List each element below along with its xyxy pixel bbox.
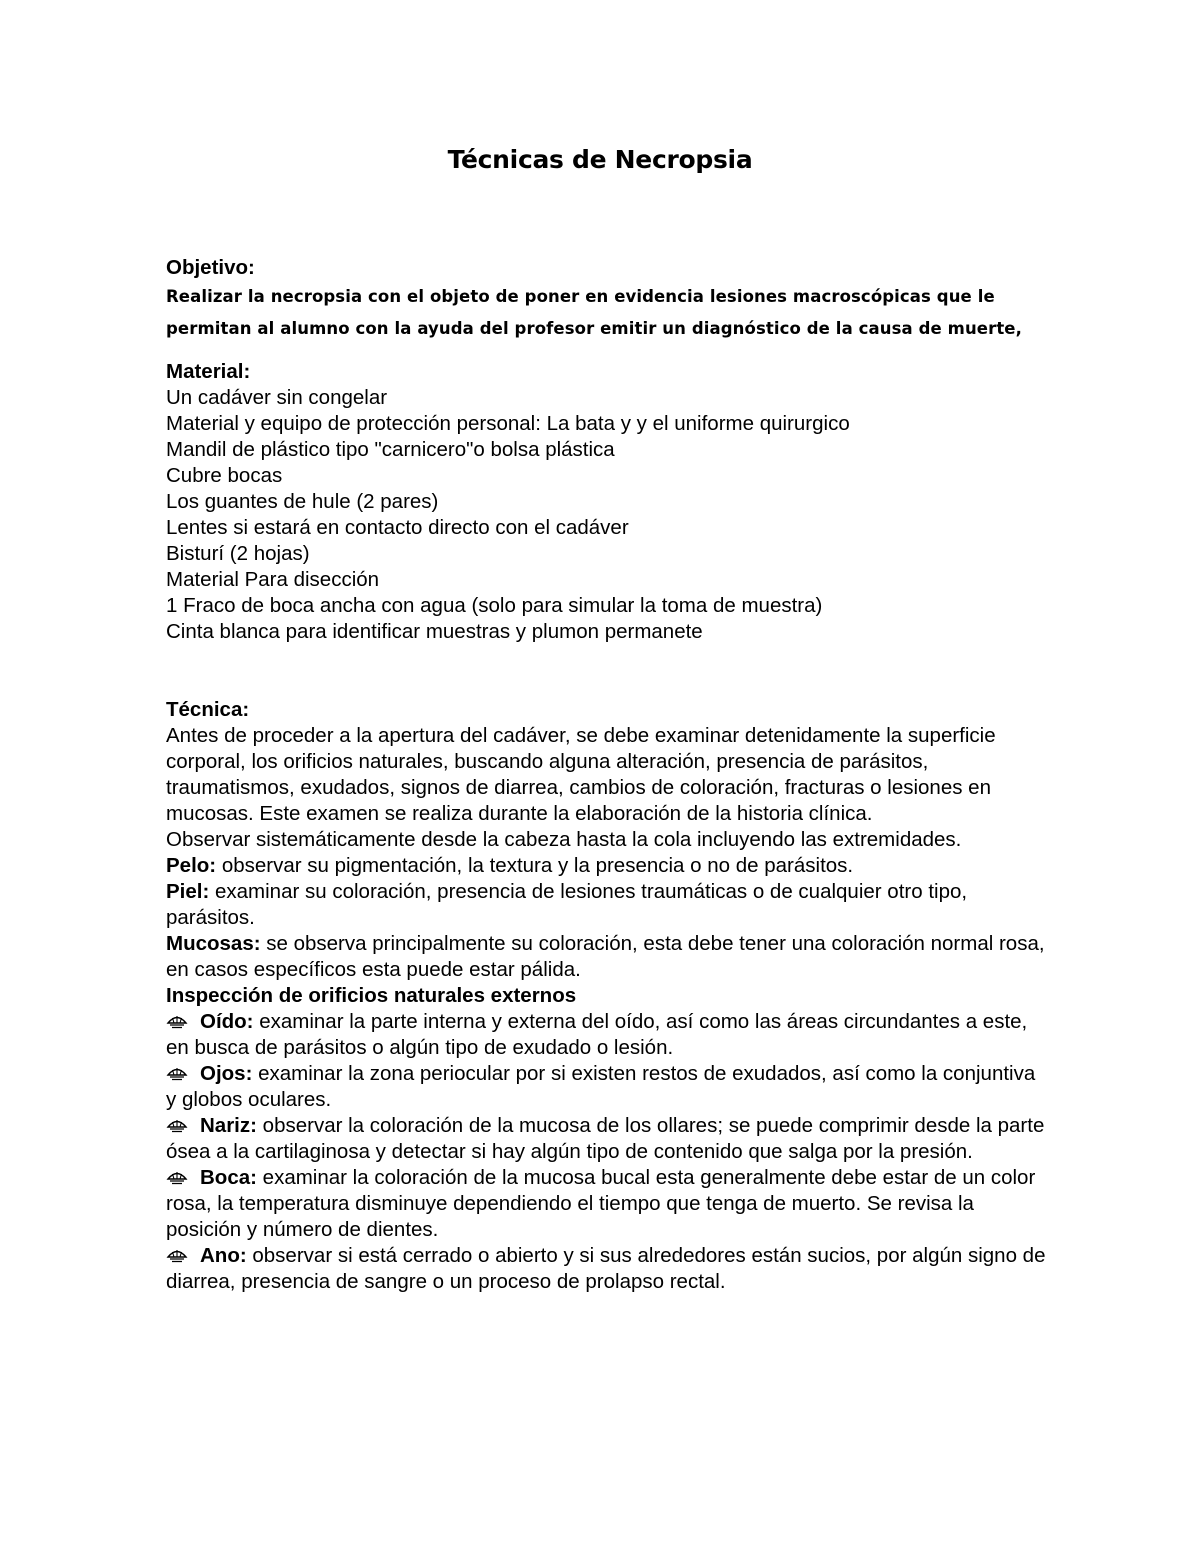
tecnica-item-pelo <box>166 853 1046 879</box>
material-item: Mandil de plástico tipo "carnicero"o bolsa plástica <box>166 438 615 461</box>
objective-line-1: Realizar la necropsia con el objeto de poner en evidencia lesiones macroscópicas que le <box>166 287 995 306</box>
orifice-label: Nariz: <box>200 1114 257 1137</box>
orifice-text: examinar la coloración de la mucosa bucal esta generalmente debe estar de un color rosa, la temperatura disminuye dependiendo el tiempo que tenga de muerto. Se revisa la posición y número de dientes. <box>166 1166 1036 1241</box>
orifice-text: observar si está cerrado o abierto y si sus alrededores están sucios, por algún signo de diarrea, presencia de sangre o un proceso de prolapso rectal. <box>166 1244 1046 1293</box>
spacer <box>166 645 1046 697</box>
tecnica-item-mucosas <box>166 931 1046 983</box>
inspection-heading: Inspección de orificios naturales externos <box>166 984 577 1007</box>
orifice-item-nariz <box>166 1113 1046 1165</box>
orifice-item-ano <box>166 1243 1046 1295</box>
umbrella-bullet-icon <box>166 1013 188 1029</box>
material-item: Bisturí (2 hojas) <box>166 542 310 565</box>
orifice-text: examinar la zona periocular por si existen restos de exudados, así como la conjuntiva y globos oculares. <box>166 1062 1036 1111</box>
umbrella-bullet-icon <box>166 1117 188 1133</box>
material-item: Cinta blanca para identificar muestras y plumon permanete <box>166 620 703 643</box>
orifice-label: Oído: <box>200 1010 254 1033</box>
item-text: examinar su coloración, presencia de lesiones traumáticas o de cualquier otro tipo, parásitos. <box>166 880 968 929</box>
objective-line-2: permitan al alumno con la ayuda del profesor emitir un diagnóstico de la causa de muerte, <box>166 319 1022 338</box>
item-label: Piel: <box>166 880 210 903</box>
objective-heading: Objetivo: <box>166 256 255 279</box>
material-section <box>166 359 1046 645</box>
material-item: Lentes si estará en contacto directo con el cadáver <box>166 516 629 539</box>
orifice-item-oido <box>166 1009 1046 1061</box>
item-text: se observa principalmente su coloración, esta debe tener una coloración normal rosa, en casos específicos esta puede estar pálida. <box>166 932 1045 981</box>
umbrella-bullet-icon <box>166 1169 188 1185</box>
document-body <box>166 255 1046 1295</box>
tecnica-item-piel <box>166 879 1046 931</box>
tecnica-section <box>166 697 1046 1295</box>
material-item: Material Para disección <box>166 568 380 591</box>
material-item: Cubre bocas <box>166 464 283 487</box>
material-item: Los guantes de hule (2 pares) <box>166 490 439 513</box>
umbrella-bullet-icon <box>166 1247 188 1263</box>
orifice-label: Boca: <box>200 1166 257 1189</box>
orifice-text: observar la coloración de la mucosa de los ollares; se puede comprimir desde la parte ósea a la cartilaginosa y detectar si hay algún tipo de contenido que salga por la presión. <box>166 1114 1045 1163</box>
item-text: observar su pigmentación, la textura y la presencia o no de parásitos. <box>216 854 854 877</box>
orifice-label: Ano: <box>200 1244 247 1267</box>
orifice-item-boca <box>166 1165 1046 1243</box>
material-heading: Material: <box>166 360 251 383</box>
spacer <box>166 345 1046 359</box>
orifice-item-ojos <box>166 1061 1046 1113</box>
material-item: Material y equipo de protección personal: La bata y y el uniforme quirurgico <box>166 412 850 435</box>
item-label: Pelo: <box>166 854 217 877</box>
orifice-label: Ojos: <box>200 1062 253 1085</box>
tecnica-intro: Antes de proceder a la apertura del cadáver, se debe examinar detenidamente la superficie corporal, los orificios naturales, buscando alguna alteración, presencia de parásitos, traumatismos, exudados, signos de diarrea, cambios de coloración, fracturas o lesiones en mucosas. Este examen se realiza durante la elaboración de la historia clínica. <box>166 724 996 825</box>
material-item: 1 Fraco de boca ancha con agua (solo para simular la toma de muestra) <box>166 594 823 617</box>
item-label: Mucosas: <box>166 932 261 955</box>
material-item: Un cadáver sin congelar <box>166 386 388 409</box>
tecnica-observe: Observar sistemáticamente desde la cabeza hasta la cola incluyendo las extremidades. <box>166 828 962 851</box>
umbrella-bullet-icon <box>166 1065 188 1081</box>
objective-section <box>166 255 1046 345</box>
tecnica-heading: Técnica: <box>166 698 250 721</box>
document-title: Técnicas de Necropsia <box>447 145 753 174</box>
orifice-text: examinar la parte interna y externa del oído, así como las áreas circundantes a este, en busca de parásitos o algún tipo de exudado o lesión. <box>166 1010 1028 1059</box>
